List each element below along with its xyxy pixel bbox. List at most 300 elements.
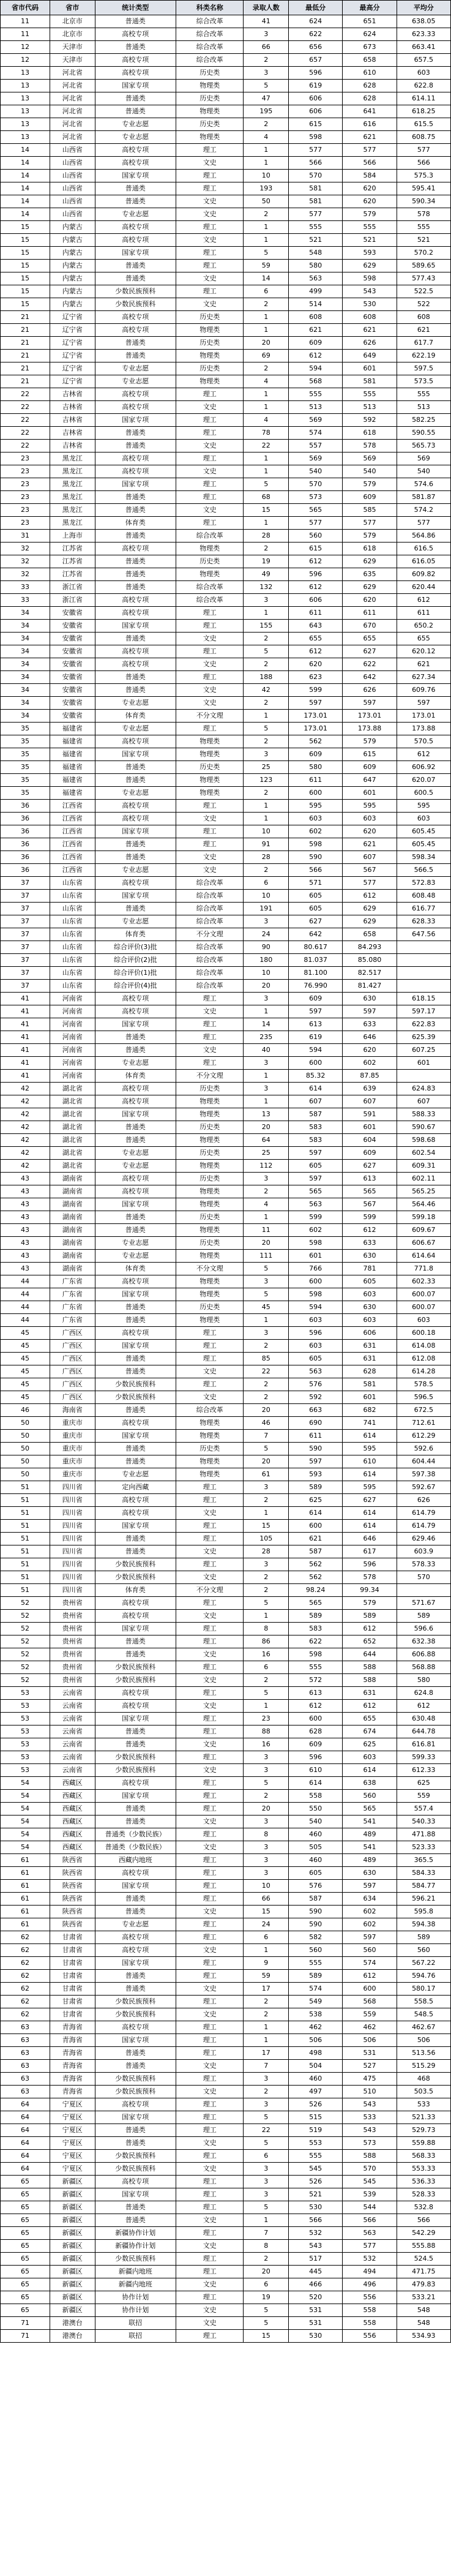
admitted-cell: 50 bbox=[244, 195, 289, 208]
min-score-cell: 562 bbox=[289, 1558, 343, 1571]
stat-type-cell: 普通类 bbox=[95, 1635, 176, 1648]
table-row bbox=[1, 80, 451, 92]
admitted-cell: 1 bbox=[244, 144, 289, 157]
stat-type-cell: 普通类 bbox=[95, 1365, 176, 1378]
admitted-cell: 20 bbox=[244, 1803, 289, 1816]
subject-cell: 综合改革 bbox=[176, 28, 244, 41]
admitted-cell: 5 bbox=[244, 1687, 289, 1700]
province-cell: 湖南省 bbox=[50, 1185, 95, 1198]
max-score-cell: 585 bbox=[343, 504, 397, 517]
table-row bbox=[1, 324, 451, 337]
subject-cell: 理工 bbox=[176, 1057, 244, 1070]
max-score-cell: 621 bbox=[343, 324, 397, 337]
province-cell: 甘肃省 bbox=[50, 2008, 95, 2021]
province-cell: 湖南省 bbox=[50, 1237, 95, 1250]
min-score-cell: 576 bbox=[289, 1378, 343, 1391]
admitted-cell: 46 bbox=[244, 1417, 289, 1430]
subject-cell: 理工 bbox=[176, 1494, 244, 1507]
province-code-cell: 61 bbox=[1, 1906, 50, 1918]
province-cell: 安徽省 bbox=[50, 684, 95, 697]
subject-cell: 理工 bbox=[176, 1893, 244, 1906]
subject-cell: 理工 bbox=[176, 1635, 244, 1648]
subject-cell: 理工 bbox=[176, 1918, 244, 1931]
admitted-cell: 23 bbox=[244, 1713, 289, 1725]
min-score-cell: 600 bbox=[289, 1275, 343, 1288]
max-score-cell: 655 bbox=[343, 633, 397, 645]
subject-cell: 物理类 bbox=[176, 1250, 244, 1263]
admitted-cell: 6 bbox=[244, 1931, 289, 1944]
max-score-cell: 589 bbox=[343, 1610, 397, 1623]
subject-cell: 文史 bbox=[176, 440, 244, 452]
subject-cell: 综合改革 bbox=[176, 941, 244, 954]
avg-score-cell: 598.68 bbox=[397, 1134, 450, 1147]
table-row bbox=[1, 774, 451, 787]
subject-cell: 综合改革 bbox=[176, 15, 244, 28]
province-code-cell: 14 bbox=[1, 170, 50, 182]
admitted-cell: 25 bbox=[244, 1147, 289, 1160]
province-code-cell: 46 bbox=[1, 1404, 50, 1417]
min-score-cell: 605 bbox=[289, 1867, 343, 1880]
max-score-cell: 602 bbox=[343, 1057, 397, 1070]
admitted-cell: 10 bbox=[244, 170, 289, 182]
max-score-cell: 628 bbox=[343, 80, 397, 92]
province-cell: 内蒙古 bbox=[50, 260, 95, 272]
avg-score-cell: 589 bbox=[397, 1931, 450, 1944]
admitted-cell: 15 bbox=[244, 2330, 289, 2343]
min-score-cell: 596 bbox=[289, 568, 343, 581]
min-score-cell: 520 bbox=[289, 2291, 343, 2304]
subject-cell: 理工 bbox=[176, 1751, 244, 1764]
subject-cell: 文史 bbox=[176, 1816, 244, 1828]
max-score-cell: 588 bbox=[343, 1674, 397, 1687]
subject-cell: 理工 bbox=[176, 800, 244, 813]
subject-cell: 物理类 bbox=[176, 568, 244, 581]
province-cell: 青海省 bbox=[50, 2060, 95, 2073]
province-cell: 云南省 bbox=[50, 1751, 95, 1764]
province-code-cell: 45 bbox=[1, 1378, 50, 1391]
stat-type-cell: 高校专项 bbox=[95, 1185, 176, 1198]
avg-score-cell: 596.6 bbox=[397, 1623, 450, 1635]
stat-type-cell: 高校专项 bbox=[95, 1610, 176, 1623]
min-score-cell: 577 bbox=[289, 208, 343, 221]
admitted-cell: 5 bbox=[244, 247, 289, 260]
admitted-cell: 195 bbox=[244, 105, 289, 118]
admitted-cell: 155 bbox=[244, 620, 289, 633]
table-row bbox=[1, 1970, 451, 1983]
min-score-cell: 642 bbox=[289, 928, 343, 941]
table-row bbox=[1, 2008, 451, 2021]
max-score-cell: 81.427 bbox=[343, 980, 397, 993]
province-code-cell: 50 bbox=[1, 1417, 50, 1430]
avg-score-cell: 655 bbox=[397, 633, 450, 645]
subject-cell: 理工 bbox=[176, 517, 244, 530]
min-score-cell: 605 bbox=[289, 1160, 343, 1173]
province-cell: 上海市 bbox=[50, 530, 95, 543]
max-score-cell: 567 bbox=[343, 864, 397, 877]
avg-score-cell: 592.6 bbox=[397, 1443, 450, 1455]
max-score-cell: 555 bbox=[343, 388, 397, 401]
province-code-cell: 15 bbox=[1, 298, 50, 311]
admitted-cell: 17 bbox=[244, 2047, 289, 2060]
avg-score-cell: 602.33 bbox=[397, 1275, 450, 1288]
table-row bbox=[1, 1854, 451, 1867]
province-cell: 新疆区 bbox=[50, 2304, 95, 2317]
table-row bbox=[1, 2086, 451, 2098]
admitted-cell: 3 bbox=[244, 594, 289, 607]
min-score-cell: 601 bbox=[289, 1250, 343, 1263]
max-score-cell: 655 bbox=[343, 1713, 397, 1725]
subject-cell: 物理类 bbox=[176, 1134, 244, 1147]
province-cell: 云南省 bbox=[50, 1764, 95, 1777]
stat-type-cell: 高校专项 bbox=[95, 1275, 176, 1288]
table-row bbox=[1, 478, 451, 491]
max-score-cell: 510 bbox=[343, 2086, 397, 2098]
province-code-cell: 62 bbox=[1, 1944, 50, 1957]
max-score-cell: 651 bbox=[343, 15, 397, 28]
province-code-cell: 63 bbox=[1, 2034, 50, 2047]
admitted-cell: 1 bbox=[244, 157, 289, 170]
province-code-cell: 45 bbox=[1, 1340, 50, 1353]
stat-type-cell: 少数民族预科 bbox=[95, 2008, 176, 2021]
admitted-cell: 3 bbox=[244, 993, 289, 1005]
avg-score-cell: 616.81 bbox=[397, 1738, 450, 1751]
stat-type-cell: 高校专项 bbox=[95, 1507, 176, 1520]
table-row bbox=[1, 182, 451, 195]
max-score-cell: 577 bbox=[343, 2240, 397, 2253]
subject-cell: 历史类 bbox=[176, 1301, 244, 1314]
max-score-cell: 541 bbox=[343, 1841, 397, 1854]
avg-score-cell: 614.08 bbox=[397, 1340, 450, 1353]
province-cell: 湖北省 bbox=[50, 1147, 95, 1160]
admitted-cell: 4 bbox=[244, 1198, 289, 1211]
min-score-cell: 590 bbox=[289, 851, 343, 864]
admitted-cell: 1 bbox=[244, 2214, 289, 2227]
min-score-cell: 611 bbox=[289, 607, 343, 620]
province-code-cell: 52 bbox=[1, 1674, 50, 1687]
min-score-cell: 622 bbox=[289, 28, 343, 41]
province-cell: 湖北省 bbox=[50, 1121, 95, 1134]
admitted-cell: 22 bbox=[244, 440, 289, 452]
province-cell: 江西省 bbox=[50, 851, 95, 864]
admitted-cell: 1 bbox=[244, 813, 289, 825]
province-cell: 山西省 bbox=[50, 170, 95, 182]
table-row bbox=[1, 1828, 451, 1841]
table-row bbox=[1, 543, 451, 555]
avg-score-cell: 570.2 bbox=[397, 247, 450, 260]
admitted-cell: 1 bbox=[244, 311, 289, 324]
stat-type-cell: 高校专项 bbox=[95, 1005, 176, 1018]
admitted-cell: 66 bbox=[244, 41, 289, 54]
min-score-cell: 85.32 bbox=[289, 1070, 343, 1083]
province-cell: 安徽省 bbox=[50, 633, 95, 645]
subject-cell: 理工 bbox=[176, 2330, 244, 2343]
stat-type-cell: 少数民族预科 bbox=[95, 2253, 176, 2266]
stat-type-cell: 专业志愿 bbox=[95, 1147, 176, 1160]
table-row bbox=[1, 735, 451, 748]
admitted-cell: 1 bbox=[244, 1610, 289, 1623]
min-score-cell: 563 bbox=[289, 1198, 343, 1211]
max-score-cell: 84.293 bbox=[343, 941, 397, 954]
province-cell: 青海省 bbox=[50, 2047, 95, 2060]
subject-cell: 综合改革 bbox=[176, 980, 244, 993]
subject-cell: 不分文理 bbox=[176, 1263, 244, 1275]
stat-type-cell: 综合评价(2)批 bbox=[95, 954, 176, 967]
stat-type-cell: 高校专项 bbox=[95, 1417, 176, 1430]
province-code-cell: 42 bbox=[1, 1108, 50, 1121]
province-cell: 西藏区 bbox=[50, 1777, 95, 1790]
province-cell: 西藏区 bbox=[50, 1803, 95, 1816]
avg-score-cell: 565.73 bbox=[397, 440, 450, 452]
admitted-cell: 188 bbox=[244, 671, 289, 684]
min-score-cell: 173.01 bbox=[289, 723, 343, 735]
avg-score-cell: 622.83 bbox=[397, 1018, 450, 1031]
subject-cell: 理工 bbox=[176, 1031, 244, 1044]
avg-score-cell: 577 bbox=[397, 517, 450, 530]
table-row bbox=[1, 491, 451, 504]
avg-score-cell: 594.76 bbox=[397, 1970, 450, 1983]
stat-type-cell: 联招 bbox=[95, 2330, 176, 2343]
min-score-cell: 602 bbox=[289, 825, 343, 838]
province-code-cell: 52 bbox=[1, 1610, 50, 1623]
province-code-cell: 51 bbox=[1, 1558, 50, 1571]
avg-score-cell: 548 bbox=[397, 2304, 450, 2317]
table-row bbox=[1, 247, 451, 260]
subject-cell: 综合改革 bbox=[176, 54, 244, 67]
stat-type-cell: 新疆协作计划 bbox=[95, 2227, 176, 2240]
min-score-cell: 460 bbox=[289, 1854, 343, 1867]
subject-cell: 理工 bbox=[176, 1378, 244, 1391]
min-score-cell: 612 bbox=[289, 645, 343, 658]
min-score-cell: 621 bbox=[289, 1533, 343, 1545]
max-score-cell: 670 bbox=[343, 620, 397, 633]
min-score-cell: 583 bbox=[289, 1623, 343, 1635]
subject-cell: 物理类 bbox=[176, 1314, 244, 1327]
stat-type-cell: 高校专项 bbox=[95, 1494, 176, 1507]
province-cell: 重庆市 bbox=[50, 1430, 95, 1443]
admitted-cell: 8 bbox=[244, 2240, 289, 2253]
min-score-cell: 555 bbox=[289, 388, 343, 401]
min-score-cell: 549 bbox=[289, 1996, 343, 2008]
province-code-cell: 32 bbox=[1, 568, 50, 581]
subject-cell: 物理类 bbox=[176, 324, 244, 337]
min-score-cell: 466 bbox=[289, 2278, 343, 2291]
subject-cell: 理工 bbox=[176, 620, 244, 633]
province-code-cell: 45 bbox=[1, 1391, 50, 1404]
min-score-cell: 583 bbox=[289, 1121, 343, 1134]
province-code-cell: 37 bbox=[1, 980, 50, 993]
min-score-cell: 555 bbox=[289, 1957, 343, 1970]
avg-score-cell: 608 bbox=[397, 311, 450, 324]
admitted-cell: 191 bbox=[244, 903, 289, 915]
province-code-cell: 36 bbox=[1, 813, 50, 825]
subject-cell: 物理类 bbox=[176, 787, 244, 800]
province-code-cell: 41 bbox=[1, 1005, 50, 1018]
admitted-cell: 1 bbox=[244, 388, 289, 401]
province-cell: 云南省 bbox=[50, 1687, 95, 1700]
table-row bbox=[1, 1314, 451, 1327]
stat-type-cell: 高校专项 bbox=[95, 465, 176, 478]
stat-type-cell: 高校专项 bbox=[95, 1687, 176, 1700]
min-score-cell: 597 bbox=[289, 1005, 343, 1018]
stat-type-cell: 普通类 bbox=[95, 851, 176, 864]
province-code-cell: 65 bbox=[1, 2253, 50, 2266]
admitted-cell: 3 bbox=[244, 1841, 289, 1854]
subject-cell: 文史 bbox=[176, 1044, 244, 1057]
table-row bbox=[1, 1545, 451, 1558]
province-cell: 黑龙江 bbox=[50, 465, 95, 478]
province-cell: 甘肃省 bbox=[50, 1996, 95, 2008]
province-cell: 安徽省 bbox=[50, 607, 95, 620]
province-cell: 河北省 bbox=[50, 80, 95, 92]
subject-cell: 文史 bbox=[176, 813, 244, 825]
min-score-cell: 580 bbox=[289, 260, 343, 272]
admitted-cell: 3 bbox=[244, 1173, 289, 1185]
avg-score-cell: 663.41 bbox=[397, 41, 450, 54]
province-cell: 陕西省 bbox=[50, 1918, 95, 1931]
province-code-cell: 21 bbox=[1, 324, 50, 337]
max-score-cell: 613 bbox=[343, 1173, 397, 1185]
max-score-cell: 540 bbox=[343, 465, 397, 478]
province-code-cell: 42 bbox=[1, 1121, 50, 1134]
subject-cell: 理工 bbox=[176, 1777, 244, 1790]
stat-type-cell: 普通类（少数民族） bbox=[95, 1828, 176, 1841]
table-row bbox=[1, 28, 451, 41]
stat-type-cell: 协作计划 bbox=[95, 2304, 176, 2317]
stat-type-cell: 普通类 bbox=[95, 1211, 176, 1224]
min-score-cell: 566 bbox=[289, 157, 343, 170]
province-cell: 重庆市 bbox=[50, 1417, 95, 1430]
province-cell: 福建省 bbox=[50, 723, 95, 735]
min-score-cell: 589 bbox=[289, 1610, 343, 1623]
table-row bbox=[1, 620, 451, 633]
stat-type-cell: 高校专项 bbox=[95, 401, 176, 414]
province-code-cell: 35 bbox=[1, 723, 50, 735]
max-score-cell: 591 bbox=[343, 1108, 397, 1121]
province-code-cell: 14 bbox=[1, 195, 50, 208]
max-score-cell: 649 bbox=[343, 350, 397, 362]
province-code-cell: 54 bbox=[1, 1803, 50, 1816]
province-code-cell: 52 bbox=[1, 1623, 50, 1635]
province-cell: 宁夏区 bbox=[50, 2150, 95, 2163]
max-score-cell: 559 bbox=[343, 2008, 397, 2021]
max-score-cell: 620 bbox=[343, 825, 397, 838]
min-score-cell: 598 bbox=[289, 1237, 343, 1250]
province-code-cell: 52 bbox=[1, 1648, 50, 1661]
province-cell: 江西省 bbox=[50, 813, 95, 825]
max-score-cell: 539 bbox=[343, 2188, 397, 2201]
avg-score-cell: 618.15 bbox=[397, 993, 450, 1005]
province-code-cell: 50 bbox=[1, 1430, 50, 1443]
subject-cell: 理工 bbox=[176, 671, 244, 684]
admitted-cell: 2 bbox=[244, 1996, 289, 2008]
subject-cell: 理工 bbox=[176, 1353, 244, 1365]
max-score-cell: 616 bbox=[343, 118, 397, 131]
admitted-cell: 2 bbox=[244, 1185, 289, 1198]
max-score-cell: 602 bbox=[343, 1918, 397, 1931]
admitted-cell: 91 bbox=[244, 838, 289, 851]
subject-cell: 文史 bbox=[176, 1906, 244, 1918]
avg-score-cell: 515.29 bbox=[397, 2060, 450, 2073]
max-score-cell: 614 bbox=[343, 1764, 397, 1777]
stat-type-cell: 高校专项 bbox=[95, 1931, 176, 1944]
province-code-cell: 71 bbox=[1, 2317, 50, 2330]
table-row bbox=[1, 1944, 451, 1957]
avg-score-cell: 602.11 bbox=[397, 1173, 450, 1185]
province-code-cell: 44 bbox=[1, 1275, 50, 1288]
table-row bbox=[1, 1751, 451, 1764]
max-score-cell: 631 bbox=[343, 1687, 397, 1700]
max-score-cell: 627 bbox=[343, 1160, 397, 1173]
province-cell: 河南省 bbox=[50, 993, 95, 1005]
province-cell: 四川省 bbox=[50, 1520, 95, 1533]
subject-cell: 理工 bbox=[176, 1957, 244, 1970]
stat-type-cell: 普通类 bbox=[95, 2201, 176, 2214]
province-code-cell: 71 bbox=[1, 2330, 50, 2343]
table-row bbox=[1, 1661, 451, 1674]
max-score-cell: 610 bbox=[343, 1455, 397, 1468]
min-score-cell: 594 bbox=[289, 1301, 343, 1314]
avg-score-cell: 471.75 bbox=[397, 2266, 450, 2278]
admitted-cell: 5 bbox=[244, 1288, 289, 1301]
min-score-cell: 599 bbox=[289, 684, 343, 697]
avg-score-cell: 632.38 bbox=[397, 1635, 450, 1648]
max-score-cell: 99.34 bbox=[343, 1584, 397, 1597]
avg-score-cell: 570 bbox=[397, 1571, 450, 1584]
min-score-cell: 596 bbox=[289, 67, 343, 80]
min-score-cell: 563 bbox=[289, 272, 343, 285]
avg-score-cell: 606.67 bbox=[397, 1237, 450, 1250]
province-code-cell: 32 bbox=[1, 543, 50, 555]
stat-type-cell: 普通类 bbox=[95, 774, 176, 787]
province-code-cell: 34 bbox=[1, 658, 50, 671]
avg-score-cell: 600.5 bbox=[397, 787, 450, 800]
province-cell: 重庆市 bbox=[50, 1468, 95, 1481]
avg-score-cell: 650.2 bbox=[397, 620, 450, 633]
subject-cell: 综合改革 bbox=[176, 890, 244, 903]
admitted-cell: 59 bbox=[244, 260, 289, 272]
table-row bbox=[1, 1417, 451, 1430]
table-row bbox=[1, 1160, 451, 1173]
admitted-cell: 3 bbox=[244, 2163, 289, 2176]
avg-score-cell: 365.5 bbox=[397, 1854, 450, 1867]
province-code-cell: 12 bbox=[1, 54, 50, 67]
table-row bbox=[1, 825, 451, 838]
subject-cell: 历史类 bbox=[176, 1211, 244, 1224]
table-row bbox=[1, 131, 451, 144]
subject-cell: 理工 bbox=[176, 838, 244, 851]
avg-score-cell: 566.5 bbox=[397, 864, 450, 877]
stat-type-cell: 高校专项 bbox=[95, 2176, 176, 2188]
admitted-cell: 2 bbox=[244, 633, 289, 645]
subject-cell: 文史 bbox=[176, 2240, 244, 2253]
stat-type-cell: 普通类 bbox=[95, 684, 176, 697]
min-score-cell: 628 bbox=[289, 1725, 343, 1738]
avg-score-cell: 603.9 bbox=[397, 1545, 450, 1558]
subject-cell: 历史类 bbox=[176, 761, 244, 774]
subject-cell: 理工 bbox=[176, 414, 244, 427]
admitted-cell: 2 bbox=[244, 1571, 289, 1584]
table-row bbox=[1, 2124, 451, 2137]
min-score-cell: 557 bbox=[289, 440, 343, 452]
avg-score-cell: 522.5 bbox=[397, 285, 450, 298]
subject-cell: 文史 bbox=[176, 504, 244, 517]
table-row bbox=[1, 671, 451, 684]
province-code-cell: 65 bbox=[1, 2304, 50, 2317]
min-score-cell: 595 bbox=[289, 800, 343, 813]
province-cell: 福建省 bbox=[50, 748, 95, 761]
table-row bbox=[1, 2098, 451, 2111]
table-row bbox=[1, 645, 451, 658]
